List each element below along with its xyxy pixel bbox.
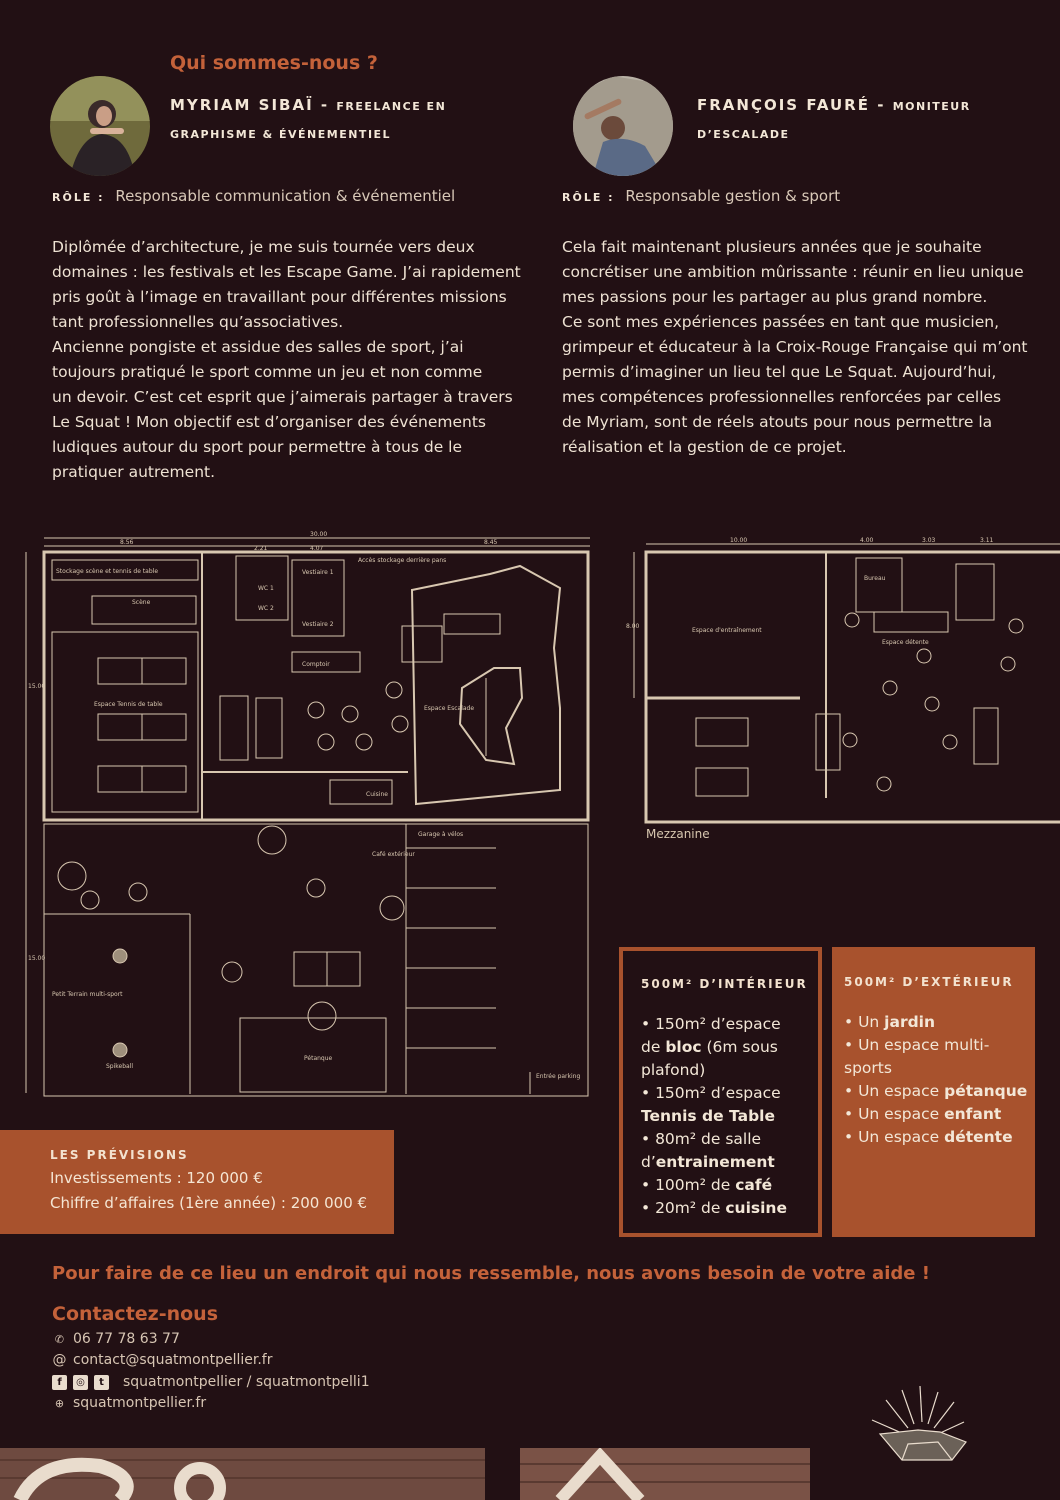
list-item: • Un espace pétanque xyxy=(844,1082,1028,1100)
mezz-label: Mezzanine xyxy=(646,827,710,841)
exterior-title: 500M² D’EXTÉRIEUR xyxy=(844,975,1014,989)
previsions-box xyxy=(0,1130,394,1234)
twitter-icon[interactable]: t xyxy=(94,1375,109,1390)
squat-logo-icon xyxy=(862,1386,982,1470)
person2-role-label: RÔLE : xyxy=(562,191,615,204)
person1-title-line2: GRAPHISME & ÉVÉNEMENTIEL xyxy=(170,128,392,141)
contact-website-row[interactable] xyxy=(52,1395,206,1411)
portrait-photo-icon xyxy=(573,76,673,176)
interior-title: 500M² D’INTÉRIEUR xyxy=(641,977,808,991)
room-wc1: WC 1 xyxy=(258,585,274,592)
list-item: plafond) xyxy=(641,1061,706,1079)
mezz-dim-b: 4.00 xyxy=(860,537,874,544)
room-escalade: Espace Escalade xyxy=(424,705,475,712)
contact-website[interactable]: squatmontpellier.fr xyxy=(73,1395,207,1411)
list-item: • Un espace multi- xyxy=(844,1036,990,1054)
bottom-photo-strip xyxy=(0,1448,810,1500)
bio-line: Ce sont mes expériences passées en tant que musicien, xyxy=(562,313,1000,331)
contact-title: Contactez-nous xyxy=(52,1303,219,1325)
contact-social[interactable]: squatmontpellier / squatmontpelli1 xyxy=(123,1374,370,1390)
floor-plan xyxy=(20,528,600,1108)
bio-line: ludiques autour du sport pour permettre à tous de le xyxy=(52,438,463,456)
previsions-line1: Investissements : 120 000 € xyxy=(50,1169,263,1187)
building-wall xyxy=(44,552,588,820)
list-item: • 100m² de café xyxy=(641,1176,773,1194)
room-stockage: Stockage scène et tennis de table xyxy=(56,568,159,575)
room-comptoir: Comptoir xyxy=(302,661,330,668)
room-entree: Entrée parking xyxy=(536,1073,581,1080)
previsions-line2: Chiffre d’affaires (1ère année) : 200 000 € xyxy=(50,1194,368,1212)
contact-phone-row[interactable] xyxy=(52,1331,180,1347)
list-item: Tennis de Table xyxy=(641,1107,775,1125)
list-item: • Un jardin xyxy=(844,1013,936,1031)
person2-role-value: Responsable gestion & sport xyxy=(625,187,841,205)
person2-dash: - xyxy=(877,96,886,114)
interior-box xyxy=(619,947,822,1237)
room-acces: Accès stockage derrière pans xyxy=(358,557,447,564)
person1-name: MYRIAM SIBAÏ xyxy=(170,96,314,114)
avatar-francois xyxy=(573,76,673,176)
section-title: Qui sommes-nous ? xyxy=(170,52,378,74)
room-vestiaire1: Vestiaire 1 xyxy=(302,569,334,576)
person1-header xyxy=(170,92,446,148)
person2-title-line1: MONITEUR xyxy=(892,100,971,113)
bio-line: de Myriam, sont de réels atouts pour nous permettre la xyxy=(562,413,993,431)
person1-role xyxy=(52,187,455,205)
person2-bio xyxy=(562,235,1042,460)
person2-title-line2: D’ESCALADE xyxy=(697,128,790,141)
mezz-dim-c: 3.03 xyxy=(922,537,936,544)
portrait-photo-icon xyxy=(50,76,150,176)
previsions-title: LES PRÉVISIONS xyxy=(50,1148,189,1162)
list-item: • 20m² de cuisine xyxy=(641,1199,787,1217)
person2-name: FRANÇOIS FAURÉ xyxy=(697,96,870,114)
mezzanine-plan xyxy=(620,528,1060,848)
bio-line: pris goût à l’image en travaillant pour différentes missions xyxy=(52,288,507,306)
list-item: • Un espace enfant xyxy=(844,1105,1002,1123)
room-garage: Garage à vélos xyxy=(418,831,464,838)
room-tennis: Espace Tennis de table xyxy=(94,701,163,708)
appeal-text: Pour faire de ce lieu un endroit qui nous ressemble, nous avons besoin de votre aide ! xyxy=(52,1263,930,1284)
bio-line: Diplômée d’architecture, je me suis tournée vers deux xyxy=(52,238,475,256)
bio-line: mes compétences professionnelles renforcées par celles xyxy=(562,388,1002,406)
list-item: • 150m² d’espace xyxy=(641,1015,781,1033)
room-vestiaire2: Vestiaire 2 xyxy=(302,621,334,628)
dim-h: 15.00 xyxy=(28,683,46,690)
bio-line: grimpeur et éducateur à la Croix-Rouge Française qui m’ont xyxy=(562,338,1028,356)
list-item: de bloc (6m sous xyxy=(641,1038,778,1056)
dim-c: 4.07 xyxy=(310,545,324,552)
room-petanque: Pétanque xyxy=(304,1055,333,1062)
bio-line: concrétiser une ambition mûrissante : réunir en lieu unique xyxy=(562,263,1024,281)
bio-line: permis d’imaginer un lieu tel que Le Squat. Aujourd’hui, xyxy=(562,363,997,381)
room-cafe: Café extérieur xyxy=(372,851,415,858)
phone-icon: ✆ xyxy=(54,1332,65,1346)
globe-icon: ⊕ xyxy=(54,1396,65,1410)
dim-a: 8.56 xyxy=(120,539,134,546)
instagram-icon[interactable]: ◎ xyxy=(73,1375,88,1390)
list-item: d’entrainement xyxy=(641,1153,775,1171)
list-item: sports xyxy=(844,1059,892,1077)
person2-header xyxy=(697,92,971,148)
person2-role xyxy=(562,187,840,205)
list-item: • 150m² d’espace xyxy=(641,1084,781,1102)
contact-phone[interactable]: 06 77 78 63 77 xyxy=(73,1331,180,1347)
dim-b: 2.21 xyxy=(254,545,268,552)
exterior-box xyxy=(832,947,1035,1237)
mezz-entrainement: Espace d'entraînement xyxy=(692,627,762,634)
bio-line: réalisation et la gestion de ce projet. xyxy=(562,438,847,456)
bio-line: toujours pratiqué le sport comme un jeu et non comme xyxy=(52,363,483,381)
dim-total: 30.00 xyxy=(310,531,328,538)
list-item: • 80m² de salle xyxy=(641,1130,762,1148)
dim-h2: 15.00 xyxy=(28,955,46,962)
room-scene: Scène xyxy=(132,599,151,606)
person1-bio xyxy=(52,235,542,485)
mezzanine-wall xyxy=(646,552,1060,822)
avatar-myriam xyxy=(50,76,150,176)
contact-email-row[interactable] xyxy=(52,1352,272,1368)
bio-line: tant professionnelles qu’associatives. xyxy=(52,313,344,331)
room-wc2: WC 2 xyxy=(258,605,274,612)
person1-title-line1: FREELANCE EN xyxy=(336,100,447,113)
mezz-detente: Espace détente xyxy=(882,639,929,646)
mezz-bureau: Bureau xyxy=(864,575,886,582)
bio-line: Le Squat ! Mon objectif est d’organiser des événements xyxy=(52,413,486,431)
contact-email[interactable]: contact@squatmontpellier.fr xyxy=(73,1352,273,1368)
facebook-icon[interactable]: f xyxy=(52,1375,67,1390)
person1-role-value: Responsable communication & événementiel xyxy=(115,187,456,205)
person1-role-label: RÔLE : xyxy=(52,191,105,204)
room-spikeball: Spikeball xyxy=(106,1063,134,1070)
at-icon: @ xyxy=(52,1352,67,1368)
bio-line: Cela fait maintenant plusieurs années que je souhaite xyxy=(562,238,982,256)
room-cuisine: Cuisine xyxy=(366,791,388,798)
contact-social-row[interactable] xyxy=(52,1374,370,1390)
bio-line: un devoir. C’est cet esprit que j’aimerais partager à travers xyxy=(52,388,513,406)
mezz-dim-d: 3.11 xyxy=(980,537,994,544)
list-item: • Un espace détente xyxy=(844,1128,1013,1146)
mezz-dim-h: 8.00 xyxy=(626,623,640,630)
bio-line: Ancienne pongiste et assidue des salles de sport, j’ai xyxy=(52,338,464,356)
room-terrain: Petit Terrain multi-sport xyxy=(52,991,123,998)
bio-line: mes passions pour les partager au plus grand nombre. xyxy=(562,288,988,306)
mezz-dim-a: 10.00 xyxy=(730,537,748,544)
dim-d: 8.45 xyxy=(484,539,498,546)
bio-line: pratiquer autrement. xyxy=(52,463,216,481)
bio-line: domaines : les festivals et les Escape Game. J’ai rapidement xyxy=(52,263,521,281)
person1-dash: - xyxy=(320,96,330,114)
